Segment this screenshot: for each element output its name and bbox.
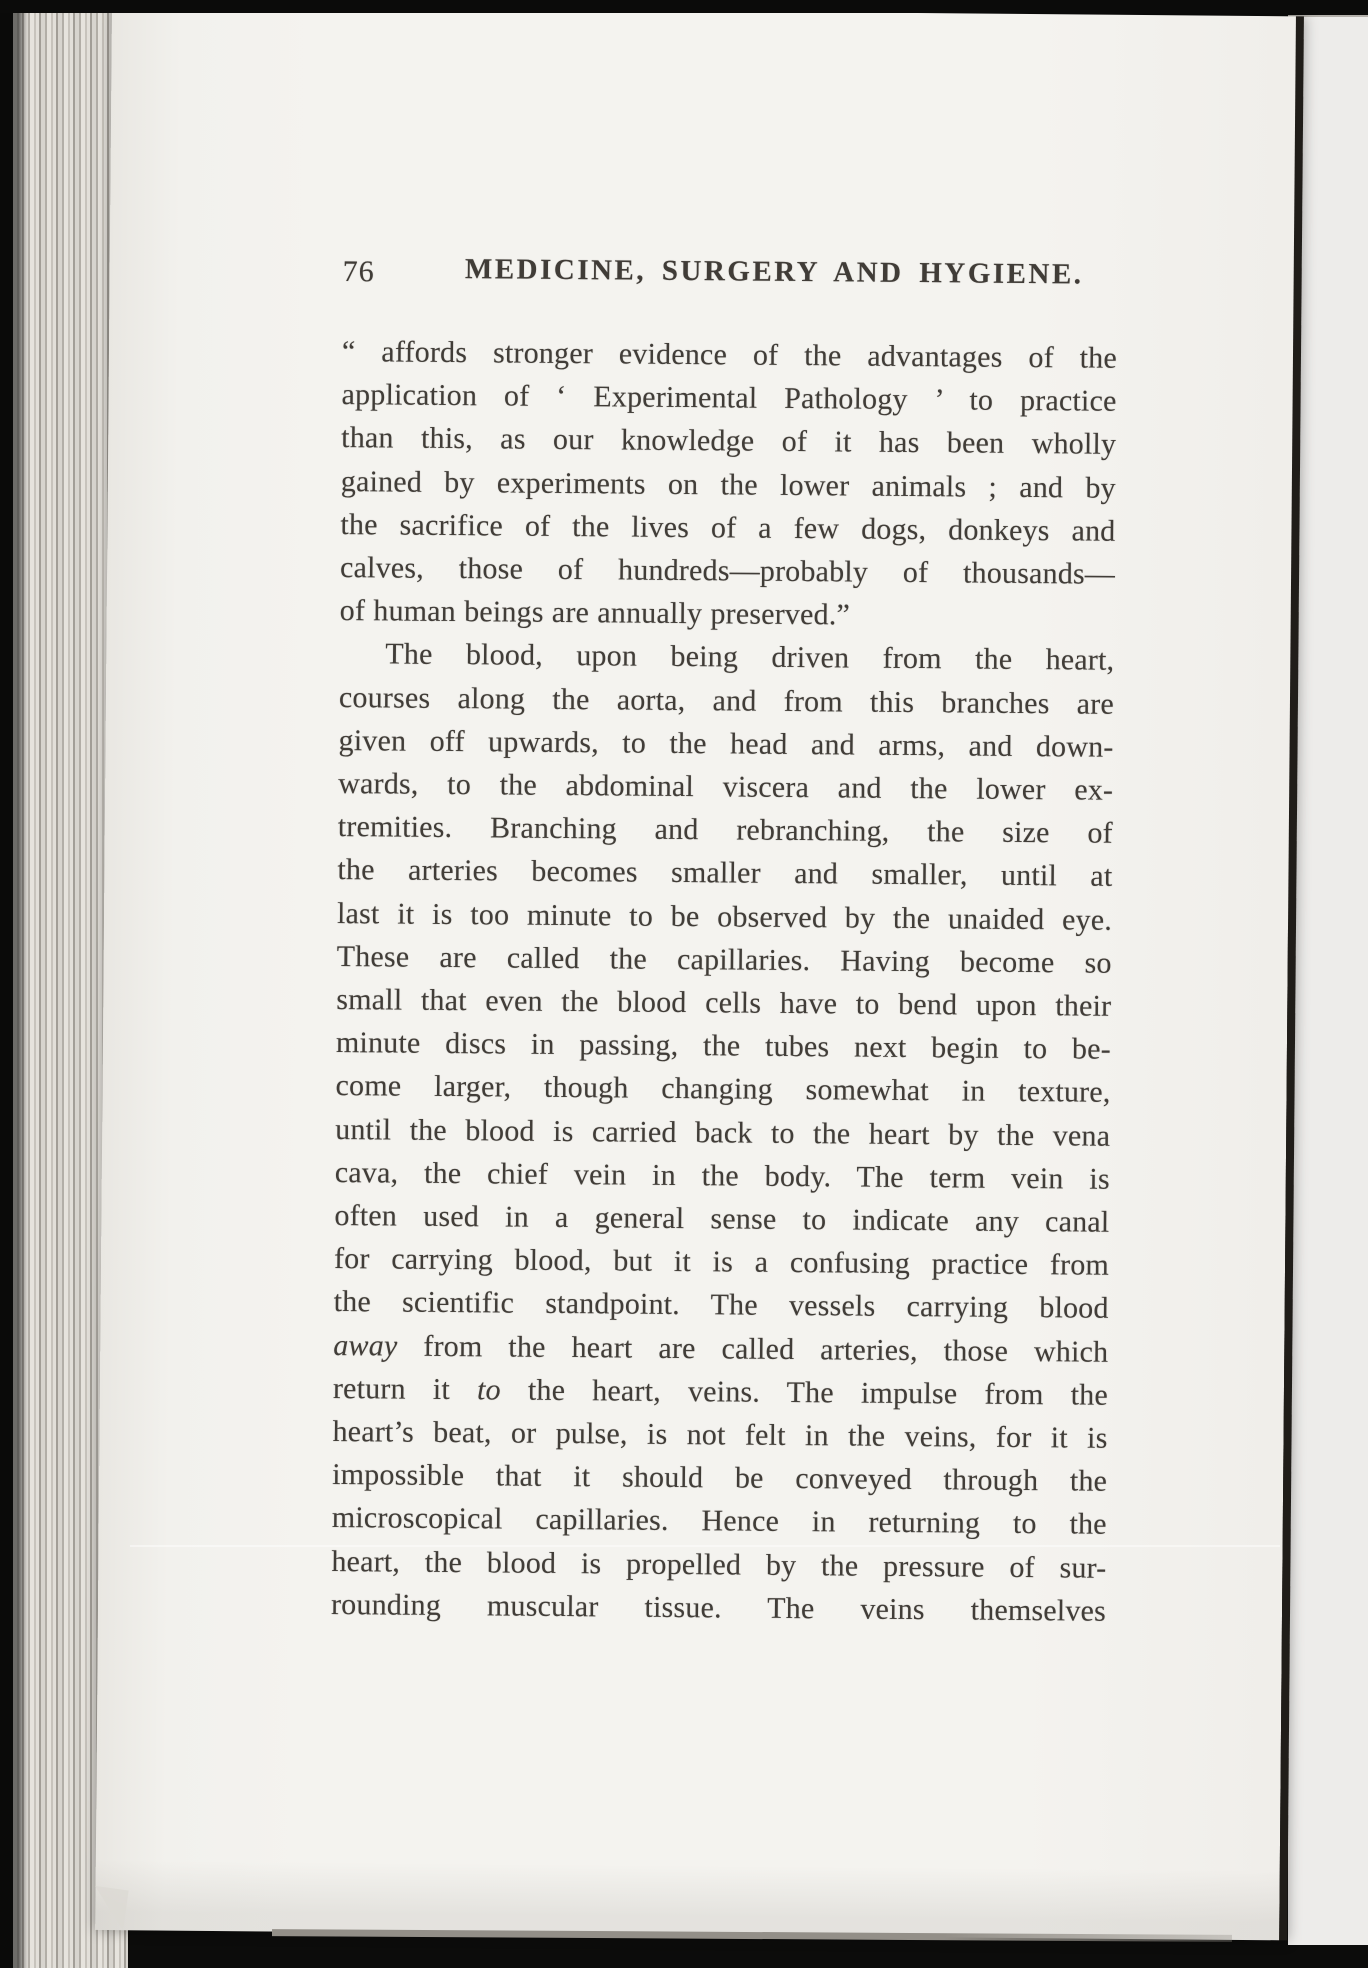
text-line xyxy=(341,460,1116,510)
text-segment: gained by experiments on the lower animals ; and by xyxy=(340,464,1116,505)
text-line xyxy=(342,330,1117,380)
text-line xyxy=(338,762,1113,812)
text-segment: the heart, veins. The impulse from the xyxy=(500,1373,1109,1412)
book-page xyxy=(95,6,1304,1940)
running-head-title: MEDICINE, SURGERY AND HYGIENE. xyxy=(464,253,1084,291)
text-line xyxy=(340,503,1115,553)
text-segment: calves, those of hundreds—probably of thousands— xyxy=(339,551,1116,591)
text-line xyxy=(336,978,1111,1028)
page-body xyxy=(331,330,1117,1633)
text-line xyxy=(336,1021,1111,1071)
text-line xyxy=(337,892,1112,942)
text-segment: minute discs in passing, the tubes next begin to be- xyxy=(335,1026,1112,1067)
text-segment: tremities. Branching and rebranching, the size of xyxy=(337,810,1113,850)
text-segment: given off upwards, to the head and arms, and down- xyxy=(338,723,1114,764)
text-segment: heart, the blood is propelled by the pressure of sur- xyxy=(331,1544,1107,1585)
text-segment: return it xyxy=(332,1371,478,1407)
text-segment: “ affords stronger evidence of the advantages of the xyxy=(341,335,1118,375)
text-segment: of human beings are annually preserved.” xyxy=(339,594,851,632)
text-line xyxy=(334,1194,1109,1244)
text-segment: microscopical capillaries. Hence in returning to the xyxy=(331,1501,1107,1542)
text-line xyxy=(333,1367,1108,1417)
italic-text: to xyxy=(476,1373,501,1407)
text-segment: cava, the chief vein in the body. The term vein is xyxy=(334,1155,1110,1196)
text-line xyxy=(337,935,1112,985)
text-line xyxy=(339,632,1114,682)
text-segment: from the heart are called arteries, those which xyxy=(397,1329,1109,1369)
text-line xyxy=(332,1453,1107,1503)
book-cover-top-edge xyxy=(0,0,1368,13)
text-line xyxy=(341,373,1116,423)
text-segment: The blood, upon being driven from the heart, xyxy=(385,637,1115,678)
text-segment: application of ‘ Experimental Pathology ’ to practice xyxy=(341,378,1117,418)
text-line xyxy=(335,1064,1110,1114)
text-line xyxy=(333,1324,1108,1374)
text-segment: rounding muscular tissue. The veins themselves xyxy=(330,1587,1107,1628)
text-segment: last it is too minute to be observed by the unaided eye. xyxy=(336,896,1113,937)
text-segment: heart’s beat, or pulse, is not felt in the veins, for it is xyxy=(332,1415,1108,1455)
text-segment: impossible that it should be conveyed through the xyxy=(332,1458,1108,1499)
text-segment: come larger, though changing somewhat in texture, xyxy=(335,1069,1111,1110)
text-line xyxy=(337,848,1112,898)
text-segment: the scientific standpoint. The vessels carrying blood xyxy=(333,1285,1109,1326)
text-line xyxy=(331,1540,1106,1590)
italic-text: away xyxy=(333,1328,398,1363)
text-segment: the arteries becomes smaller and smaller, until at xyxy=(337,853,1113,894)
text-line xyxy=(339,676,1114,726)
text-line xyxy=(341,416,1116,466)
text-line xyxy=(334,1280,1109,1330)
text-line xyxy=(331,1583,1106,1633)
page-header xyxy=(342,252,1117,301)
folded-page-corner xyxy=(89,1886,128,1930)
text-segment: courses along the aorta, and from this branches are xyxy=(338,680,1115,721)
text-line xyxy=(332,1496,1107,1546)
text-line xyxy=(335,1151,1110,1201)
text-line xyxy=(340,589,1115,639)
text-segment: These are called the capillaries. Having become so xyxy=(336,939,1112,980)
text-segment: often used in a general sense to indicate any canal xyxy=(334,1199,1110,1239)
text-segment: wards, to the abdominal viscera and the lower ex- xyxy=(338,767,1114,807)
page-number: 76 xyxy=(342,255,375,289)
scan-artifact-line xyxy=(130,1545,1280,1547)
text-segment: for carrying blood, but it is a confusing practice from xyxy=(333,1242,1110,1283)
text-line xyxy=(334,1237,1109,1287)
text-line xyxy=(332,1410,1107,1460)
text-line xyxy=(338,805,1113,855)
text-line xyxy=(335,1108,1110,1158)
text-segment: the sacrifice of the lives of a few dogs, donkeys and xyxy=(340,507,1116,548)
text-line xyxy=(340,546,1115,596)
text-segment: than this, as our knowledge of it has been wholly xyxy=(341,421,1117,462)
text-segment: until the blood is carried back to the heart by the vena xyxy=(335,1112,1111,1153)
text-line xyxy=(338,719,1113,769)
text-segment: small that even the blood cells have to bend upon their xyxy=(336,983,1112,1023)
